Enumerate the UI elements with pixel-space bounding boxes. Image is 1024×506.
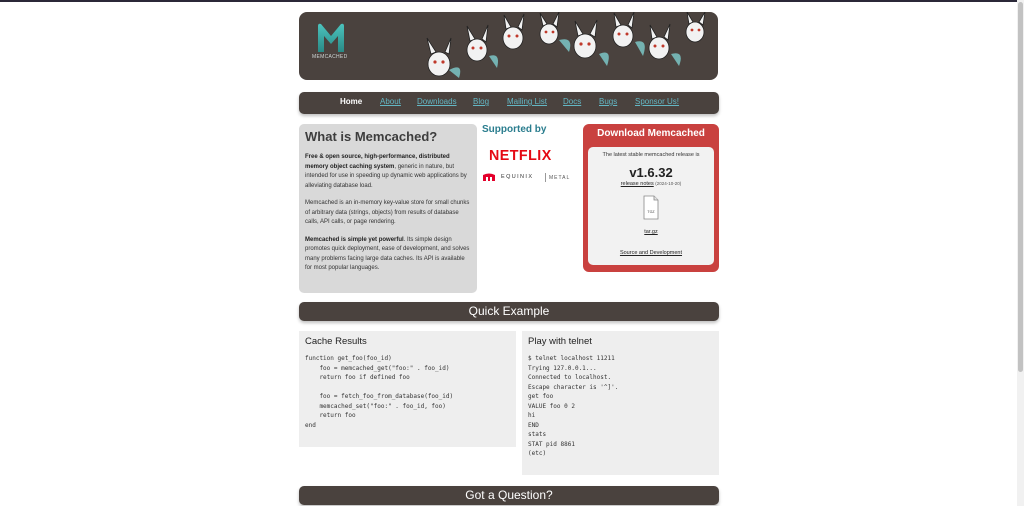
netflix-logo[interactable]: NETFLIX [489,147,552,164]
nav-bugs[interactable]: Bugs [599,97,618,106]
tar-gz-link[interactable]: tar.gz [644,229,658,235]
what-is-p1-rest: , generic in nature, but intended for use in speeding up dynamic web applications by alleviating database load. [305,163,467,189]
file-ext-label: TGZ [647,210,655,214]
nav-downloads[interactable]: Downloads [417,97,457,106]
equinix-divider [545,173,546,182]
what-is-title: What is Memcached? [305,129,438,144]
nav-about[interactable]: About [380,97,401,106]
what-is-p1-bold: Free & open source, high-performance, distributed memory object caching system [305,154,450,170]
what-is-paragraph-2: Memcached is an in-memory key-value store for small chunks of arbitrary data (strings, objects) from results of database calls, API calls, or page rendering. [305,200,470,225]
quick-example-bar: Quick Example [299,302,719,321]
latest-release-text: The latest stable memcached release is [602,152,700,158]
file-archive-icon[interactable] [643,195,659,220]
nav-home[interactable]: Home [340,97,363,106]
logo-wordmark: MEMCACHED [312,54,348,60]
nav-blog[interactable]: Blog [473,97,490,106]
what-is-paragraph-3 [305,236,471,274]
version-number: v1.6.32 [629,165,673,180]
nav-mailing-list[interactable]: Mailing List [507,97,548,106]
got-a-question-bar: Got a Question? [299,486,719,505]
top-border [0,0,1024,2]
release-date: (2024-10-20) [655,181,682,186]
what-is-p3-bold: Memcached is simple yet powerful [305,236,404,243]
equinix-metal-logo[interactable] [482,173,574,183]
cache-results-box [299,331,516,447]
telnet-code: $ telnet localhost 11211 Trying 127.0.0.1... Connected to localhost. Escape character is '^]'. get foo VALUE foo 0 2 hi END stats STAT pid 8861 (etc) [528,355,619,457]
download-inner-card [588,147,714,265]
mascot-illustration [409,12,718,80]
what-is-paragraph-1 [305,153,471,191]
telnet-box [522,331,719,475]
source-and-development-link[interactable]: Source and Development [619,250,683,256]
header-banner [299,12,718,80]
what-is-p3-rest: . Its simple design promotes quick deployment, ease of development, and solves many problems facing large data caches. Its API is available for most popular languages. [305,236,470,271]
nav-sponsor[interactable]: Sponsor Us! [635,97,680,106]
nav-docs[interactable]: Docs [563,97,582,106]
cache-results-title: Cache Results [305,336,367,347]
release-notes-line [588,181,714,187]
what-is-panel [299,124,477,293]
supported-by-panel [482,124,577,194]
equinix-metal-text: METAL [549,174,571,181]
telnet-title: Play with telnet [528,336,592,347]
vertical-scrollbar[interactable] [1017,0,1024,506]
equinix-icon [482,173,496,182]
download-panel [583,124,719,272]
equinix-wordmark: EQUINIX [501,174,534,180]
main-nav [299,92,719,114]
supported-by-title: Supported by [482,124,547,135]
cache-results-code: function get_foo(foo_id) foo = memcached_get("foo:" . foo_id) return foo if defined foo foo = fetch_foo_from_database(foo_id) memcached_set("foo:" . foo_id, foo) return foo end [305,355,454,429]
memcached-logo-icon[interactable] [316,22,346,54]
download-title: Download Memcached [597,128,705,139]
scrollbar-thumb[interactable] [1018,2,1023,372]
release-notes-link[interactable]: release notes [620,181,654,187]
